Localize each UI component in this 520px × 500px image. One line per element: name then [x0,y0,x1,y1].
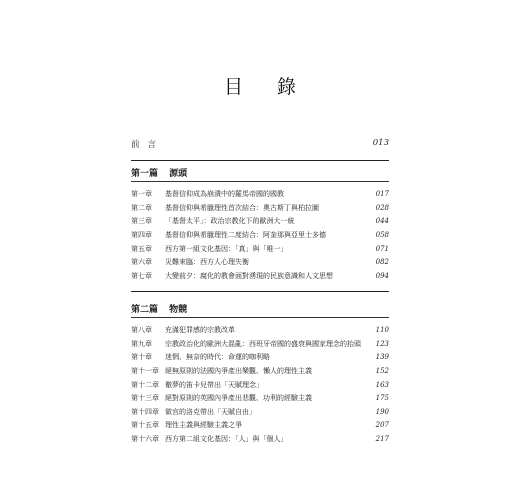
chapter-number: 第十三章 [131,394,159,403]
chapter-row [131,203,389,217]
chapter-page: 058 [375,230,389,239]
chapter-title: 基督信仰與希臘理性首次結合：奧古斯丁與柏拉圖 [165,203,319,212]
chapter-row [131,230,389,244]
chapter-page: 071 [375,244,389,253]
chapter-number: 第八章 [131,326,152,334]
chapter-title: 「基督太平」：政治宗教化下的歐洲大一統 [165,217,295,226]
part-rule [131,317,389,318]
chapter-page: 028 [375,203,389,212]
chapter-number: 第一章 [131,190,152,198]
preface-label: 前言 [131,140,165,150]
preface-entry [131,138,389,150]
chapter-list-1 [131,189,389,284]
chapter-title: 絕無原則的法國內爭產出樂觀、懶人的理性主義 [165,366,312,375]
chapter-row [131,271,389,285]
chapter-page: 207 [375,421,389,430]
chapter-page: 123 [375,339,389,348]
chapter-page: 163 [375,380,389,389]
chapter-page: 094 [375,271,389,280]
chapter-page: 110 [375,326,389,334]
chapter-number: 第十五章 [131,421,159,430]
chapter-title: 西方第一組文化基因：「真」與「唯一」 [165,244,288,253]
part-number: 第一篇 [131,169,159,179]
chapter-title: 做官的洛克帶出「天賦自由」 [165,407,256,416]
chapter-title: 迷惘、無奈的時代：命運的咖利略 [165,353,270,362]
part-heading-1 [131,166,389,179]
chapter-row [131,257,389,271]
chapter-title: 基督信仰與希臘理性二度結合：阿奎那與亞里士多德 [165,230,326,239]
chapter-row [131,420,389,434]
chapter-list-2 [131,325,389,448]
chapter-page: 152 [375,366,389,375]
part-rule [131,181,389,182]
chapter-row [131,325,389,339]
chapter-row [131,216,389,230]
chapter-title: 大變前夕：腐化的教會面對湧現的民族意識和人文思想 [165,271,333,280]
chapter-number: 第二章 [131,203,152,212]
chapter-title: 儆夢的笛卡兒帶出「天賦理念」 [165,380,263,389]
chapter-title: 充滿犯罪感的宗教改革 [165,326,235,334]
chapter-title: 絕對原則的英國內爭產出悲觀、功利的經驗主義 [165,394,312,403]
part-name: 源頭 [169,169,188,179]
section-divider [131,160,389,161]
part-number: 第二篇 [131,305,159,315]
chapter-row [131,244,389,258]
preface-page: 013 [372,138,389,148]
chapter-number: 第十四章 [131,407,159,416]
page-title: 目 錄 [223,76,311,98]
chapter-row [131,352,389,366]
chapter-number: 第七章 [131,271,152,280]
chapter-row [131,434,389,448]
chapter-number: 第十六章 [131,435,159,444]
chapter-page: 082 [375,258,389,267]
chapter-row [131,393,389,407]
chapter-row [131,189,389,203]
chapter-number: 第五章 [131,244,152,253]
chapter-page: 044 [375,217,389,226]
chapter-number: 第十一章 [131,366,159,375]
chapter-title: 理性主義與經驗主義之爭 [165,421,242,430]
chapter-page: 175 [375,394,389,403]
chapter-row [131,380,389,394]
chapter-row [131,366,389,380]
chapter-number: 第三章 [131,217,152,226]
chapter-title: 基督信仰成為崩潰中的羅馬帝國的國教 [165,190,284,198]
part-name: 物競 [169,305,188,315]
chapter-number: 第六章 [131,258,152,267]
part-heading-2 [131,302,389,315]
chapter-page: 017 [375,190,389,198]
chapter-page: 217 [375,435,389,444]
chapter-page: 139 [375,353,389,362]
chapter-title: 宗教政治化的歐洲大混亂：西班牙帝國的盛衰與國家理念的抬頭 [165,339,361,348]
chapter-title: 災難來臨：西方人心理失衡 [165,258,249,267]
chapter-row [131,407,389,421]
chapter-number: 第四章 [131,230,152,239]
chapter-row [131,339,389,353]
chapter-number: 第十章 [131,353,152,362]
chapter-page: 190 [375,407,389,416]
chapter-title: 西方第二組文化基因：「人」與「個人」 [165,435,288,444]
section-divider [131,291,389,292]
chapter-number: 第十二章 [131,380,159,389]
chapter-number: 第九章 [131,339,152,348]
